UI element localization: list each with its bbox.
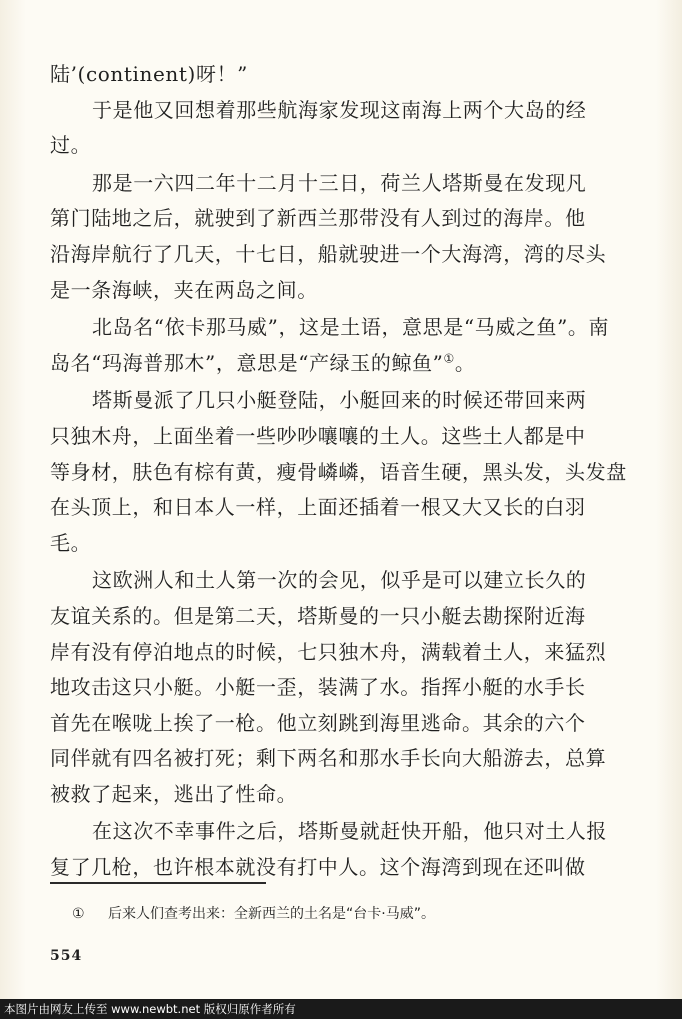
footnote-marker: ① (72, 906, 85, 922)
text-line: 这欧洲人和土人第一次的会见，似乎是可以建立长久的 (92, 568, 587, 593)
text-line: 在这次不幸事件之后，塔斯曼就赶快开船，他只对土人报 (92, 819, 607, 844)
text-line-with-note (50, 346, 640, 382)
text-line: 等身材，肤色有棕有黄，瘦骨嶙嶙，语音生硬，黑头发，头发盘 (50, 459, 627, 484)
text-line: 友谊关系的。但是第二天，塔斯曼的一只小艇去勘探附近海 (50, 603, 586, 628)
text-line: 陆’(continent)呀！” (50, 62, 248, 86)
text-line: 那是一六四二年十二月十三日，荷兰人塔斯曼在发现凡 (92, 170, 587, 195)
text-line: 沿海岸航行了几天，十七日，船就驶进一个大海湾，湾的尽头 (50, 241, 607, 266)
text-line: 地攻击这只小艇。小艇一歪，装满了水。指挥小艇的水手长 (50, 675, 586, 700)
watermark-banner: 本图片由网友上传至 www.newbt.net 版权归原作者所有 (0, 999, 682, 1019)
text-line: 是一条海峡，夹在两岛之间。 (50, 277, 318, 302)
text-line: 毛。 (50, 530, 92, 555)
text-line: 北岛名“依卡那马威”，这是土语，意思是“马威之鱼”。南 (92, 315, 610, 340)
text-line: 首先在喉咙上挨了一枪。他立刻跳到海里逃命。其余的六个 (50, 710, 586, 735)
text-line: 复了几枪，也许根本就没有打中人。这个海湾到现在还叫做 (50, 855, 586, 880)
text-line: 塔斯曼派了几只小艇登陆，小艇回来的时候还带回来两 (92, 388, 587, 413)
footnote-text: 后来人们查考出来：全新西兰的土名是“台卡·马威”。 (108, 906, 435, 922)
text-line: 只独木舟，上面坐着一些吵吵嚷嚷的土人。这些土人都是中 (50, 423, 586, 448)
text-line: 岸有没有停泊地点的时候，七只独木舟，满载着土人，来猛烈 (50, 639, 607, 664)
text-line: 被救了起来，逃出了性命。 (50, 781, 298, 806)
text-line: 于是他又回想着那些航海家发现这南海上两个大岛的经 (92, 97, 587, 122)
footnote-divider (50, 882, 266, 884)
footnote-reference: ① (443, 351, 455, 366)
text-line: 同伴就有四名被打死；剩下两名和那水手长向大船游去，总算 (50, 746, 607, 771)
footnote (72, 904, 435, 924)
text-line: 第门陆地之后，就驶到了新西兰那带没有人到过的海岸。他 (50, 206, 586, 231)
text-line: 过。 (50, 133, 92, 158)
text-fragment: 。 (454, 350, 476, 375)
text-fragment: 岛名“玛海普那木”，意思是“产绿玉的鲸鱼” (50, 350, 444, 375)
page-number: 554 (50, 948, 83, 964)
text-line: 在头顶上，和日本人一样，上面还插着一根又大又长的白羽 (50, 495, 586, 520)
body-text (50, 57, 640, 886)
